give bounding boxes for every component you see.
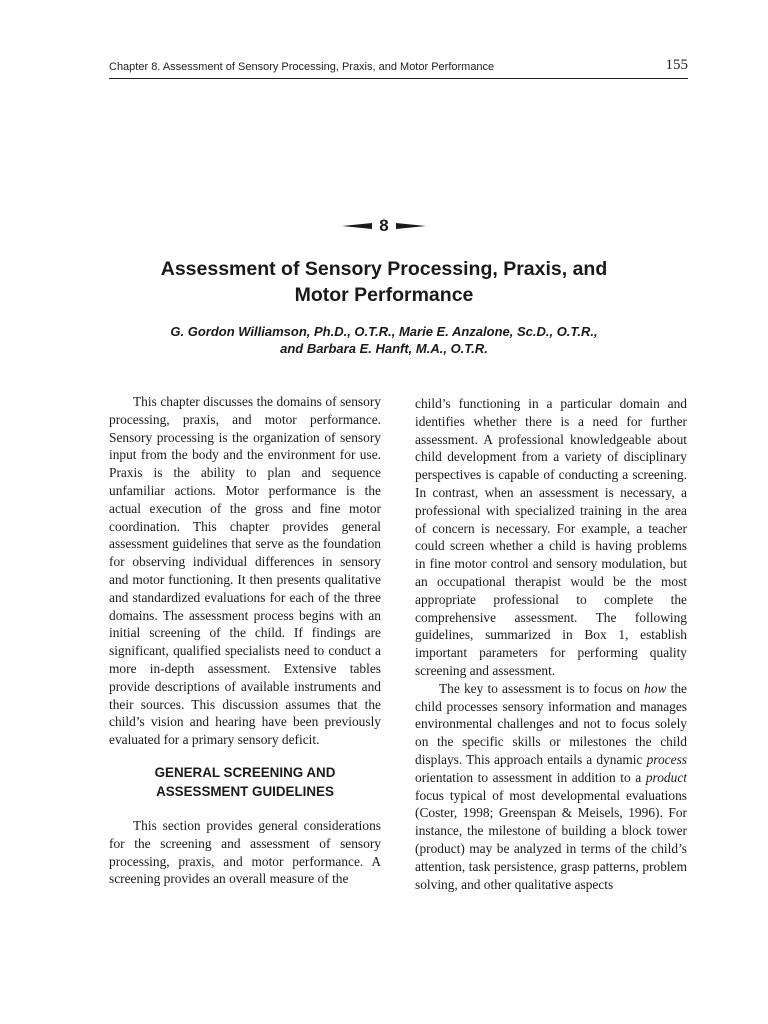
- section-paragraph: This section provides general considerations for the screening and assessment of sensory processing, praxis, and motor performance. A screening provides an overall measure of the: [109, 817, 381, 887]
- right-text-column: [415, 395, 687, 893]
- right-arrow-ornament-icon: [396, 222, 426, 230]
- p2-emphasis-product: product: [645, 769, 687, 785]
- section-heading-line-2: ASSESSMENT GUIDELINES: [156, 783, 334, 799]
- p2-emphasis-how: how: [644, 680, 667, 696]
- p2-text-1: The key to assessment is to focus on: [439, 680, 645, 696]
- section-heading-line-1: GENERAL SCREENING AND: [154, 764, 336, 780]
- author-byline-line-1: G. Gordon Williamson, Ph.D., O.T.R., Marie E. Anzalone, Sc.D., O.T.R.,: [170, 324, 598, 339]
- chapter-title-line-2: Motor Performance: [294, 284, 474, 306]
- author-byline-line-2: and Barbara E. Hanft, M.A., O.T.R.: [280, 341, 488, 356]
- p2-text-2: the child processes sensory information and manages environmental challenges and not to focus solely on the specific skills or milestones the child displays. This approach entails a dynamic: [415, 680, 687, 767]
- page-number: 155: [665, 57, 688, 73]
- p2-text-4: focus typical of most developmental evaluations (Coster, 1998; Greenspan & Meisels, 1996). For instance, the milestone of building a block tower (product) may be analyzed in terms of the child’s attention, task persistence, grasp patterns, problem solving, and other qualitative aspects: [415, 787, 687, 892]
- chapter-number: 8: [379, 216, 389, 235]
- continued-paragraph: child’s functioning in a particular domain and identifies whether there is a need for further assessment. A professional knowledgeable about child development from a variety of disciplinary perspectives is capable of conducting a screening. In contrast, when an assessment is necessary, a professional with specialized training in the area of concern is necessary. For example, a teacher could screen whether a child is having problems in fine motor control and sensory modulation, but an occupational therapist would be the most appropriate professional to complete the comprehensive assessment. The following guidelines, summarized in Box 1, establish important parameters for performing quality screening and assessment.: [415, 396, 687, 678]
- running-head: [109, 56, 688, 79]
- running-title: Chapter 8. Assessment of Sensory Processing, Praxis, and Motor Performance: [109, 61, 495, 73]
- p2-text-3: orientation to assessment in addition to a: [415, 769, 646, 785]
- assessment-focus-paragraph: [415, 680, 687, 894]
- left-text-column: [109, 393, 381, 888]
- author-byline: [100, 323, 668, 357]
- chapter-number-ornament: [0, 214, 768, 238]
- left-arrow-ornament-icon: [342, 222, 372, 230]
- p2-emphasis-process: process: [646, 751, 687, 767]
- chapter-title-line-1: Assessment of Sensory Processing, Praxis, and: [160, 258, 608, 280]
- section-heading: [109, 763, 381, 801]
- chapter-title: [100, 256, 668, 308]
- intro-paragraph: This chapter discusses the domains of sensory processing, praxis, and motor performance. Sensory processing is the organization of sensory input from the body and the environment for use. Praxis is the ability to plan and sequence unfamiliar actions. Motor performance is the actual execution of the gross and fine motor coordination. This chapter provides general assessment guidelines that serve as the foundation for observing individual differences in sensory and motor functioning. It then presents qualitative and standardized evaluations for each of the three domains. The assessment process begins with an initial screening of the child. If findings are significant, qualified specialists need to conduct a more in-depth assessment. Extensive tables provide descriptions of available instruments and their sources. This discussion assumes that the child’s vision and hearing have been previously evaluated for a primary sensory deficit.: [109, 394, 381, 748]
